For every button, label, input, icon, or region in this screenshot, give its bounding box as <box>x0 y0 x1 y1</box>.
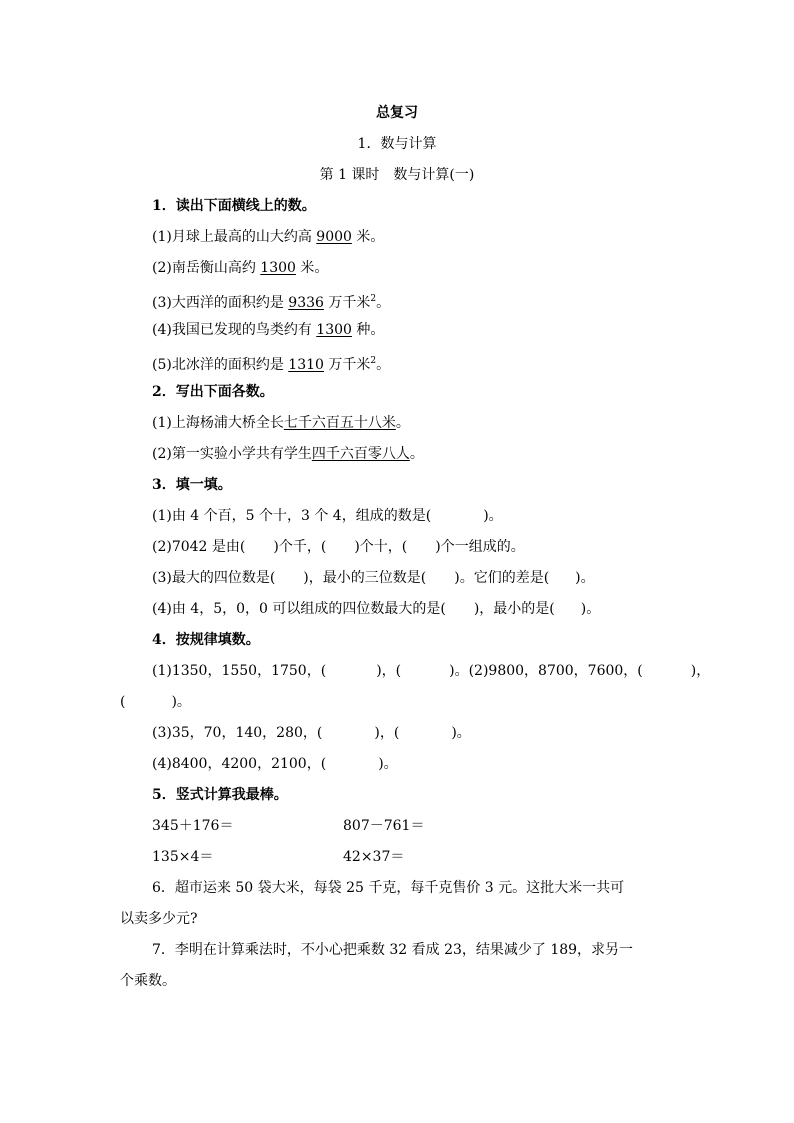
q6-line-2: 以卖多少元? <box>120 911 198 927</box>
q1-item-2: (2)南岳衡山高约 1300 米。 <box>152 260 329 276</box>
q4-line-3: (3)35，70，140，280，( )，( )。 <box>152 725 471 741</box>
q3-item-1: (1)由 4 个百，5 个十，3 个 4，组成的数是( )。 <box>152 508 503 524</box>
q5-expr-4: 42×37＝ <box>343 849 405 865</box>
q5-expr-2: 807－761＝ <box>343 818 425 834</box>
q5-expr-1: 345＋176＝ <box>152 818 234 834</box>
q3-item-4: (4)由 4，5，0，0 可以组成的四位数最大的是( )，最小的是( )。 <box>152 601 601 617</box>
q2-item-2: (2)第一实验小学共有学生四千六百零八人。 <box>152 446 424 462</box>
q5-expr-3: 135×4＝ <box>152 849 214 865</box>
q6-line-1: 6．超市运来 50 袋大米，每袋 25 千克，每千克售价 3 元。这批大米一共可 <box>152 880 625 896</box>
q7-line-1: 7．李明在计算乘法时，不小心把乘数 32 看成 23，结果减少了 189，求另一 <box>152 942 634 958</box>
q2-heading: 2．写出下面各数。 <box>152 384 274 400</box>
q3-heading: 3．填一填。 <box>152 477 232 493</box>
q1-heading: 1．读出下面横线上的数。 <box>152 198 316 214</box>
q1-item-3: (3)大西洋的面积约是 9336 万千米$^2$。 <box>152 294 391 311</box>
q3-item-3: (3)最大的四位数是( )，最小的三位数是( )。它们的差是( )。 <box>152 570 595 586</box>
q1-item-4: (4)我国已发现的鸟类约有 1300 种。 <box>152 322 385 338</box>
q3-item-2: (2)7042 是由( )个千，( )个十，( )个一组成的。 <box>152 539 525 555</box>
lesson-title: 第 1 课时 数与计算(一) <box>319 167 475 183</box>
q2-item-1: (1)上海杨浦大桥全长七千六百五十八米。 <box>152 415 410 431</box>
q4-line-4: (4)8400，4200，2100，( )。 <box>152 756 398 772</box>
unit-title: 1．数与计算 <box>357 136 437 152</box>
q4-line-2: ( )。 <box>120 694 191 710</box>
q4-heading: 4．按规律填数。 <box>152 632 260 648</box>
q1-item-5: (5)北冰洋的面积约是 1310 万千米$^2$。 <box>152 356 391 373</box>
q1-item-1: (1)月球上最高的山大约高 9000 米。 <box>152 229 385 245</box>
page-title: 总复习 <box>376 105 418 121</box>
q4-line-1: (1)1350，1550，1750，( )，( )。(2)9800，8700，7600，( )， <box>152 663 711 679</box>
q5-heading: 5．竖式计算我最棒。 <box>152 787 288 803</box>
q7-line-2: 个乘数。 <box>120 973 176 989</box>
